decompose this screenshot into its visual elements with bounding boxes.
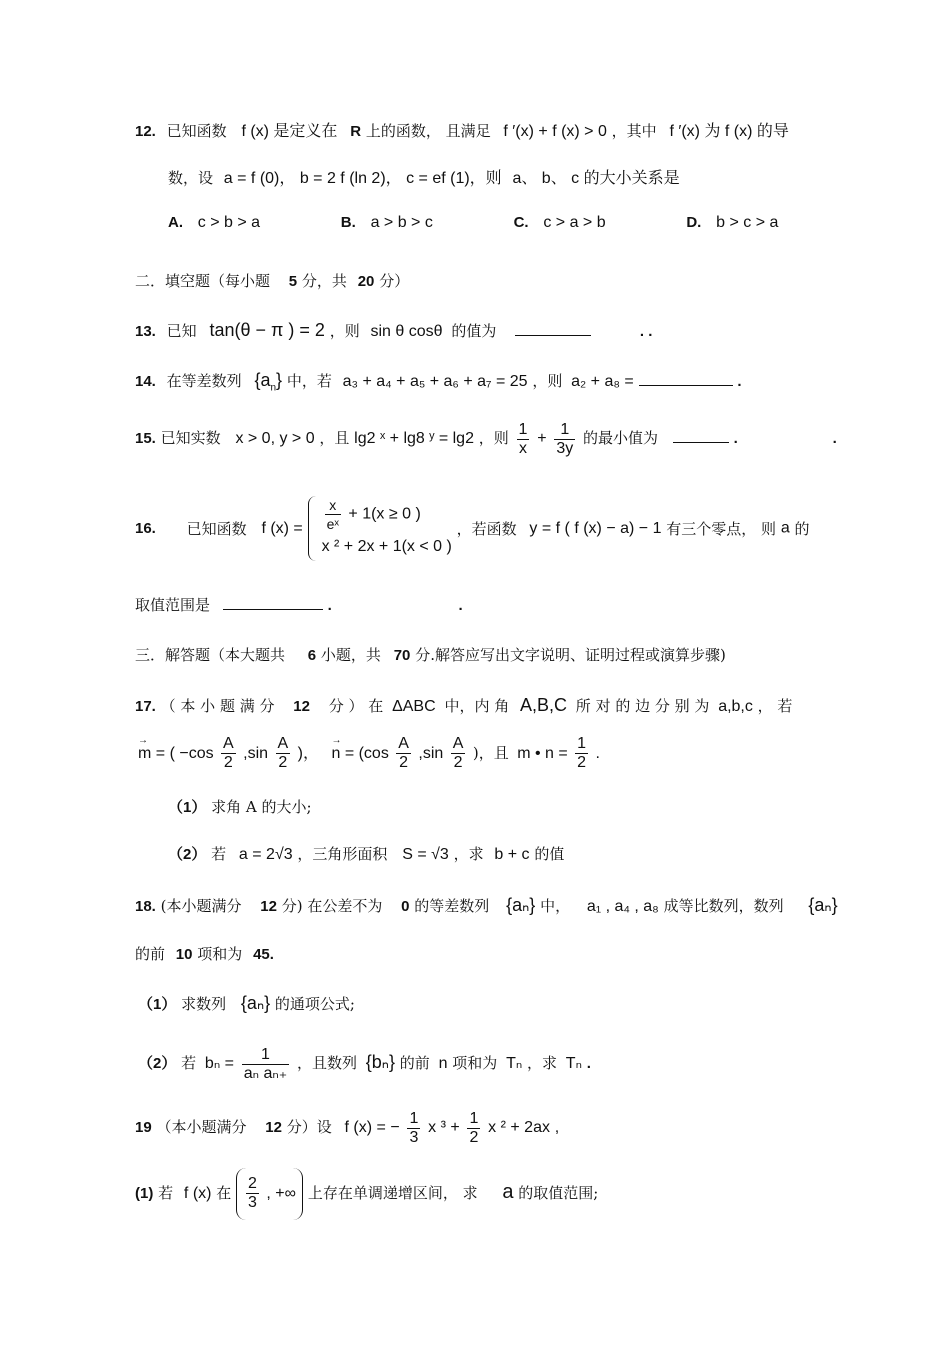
q15-answer-blank[interactable] xyxy=(673,442,729,443)
q13-answer-blank[interactable] xyxy=(515,335,591,336)
q18-part2: （2） 若 bₙ = $\frac{1}{\text{aₙ aₙ₊}}$ ，且数列 {bₙ} 的前 n 项和为 Tₙ ，求 Tₙ . xyxy=(138,1045,591,1082)
q14: 14. 在等差数列 $\{a_n\}$ 中，若 a₃ + a₄ + a₅ + a₆ + a₇ = 25 ，则 a₂ + a₈ = . xyxy=(135,370,742,394)
q15: 15. 已知实数 x > 0, y > 0 ，且 lg2 ˣ + lg8 ʸ = lg2 ，则 $\frac{1}{x}$ + $\frac{1}{3y}$ 的最小值为 . . xyxy=(135,420,837,457)
q12-number: 12. xyxy=(135,123,156,140)
q12-line1: 12. 已知函数 f (x) 是定义在 R 上的函数， 且满足 f ′(x) + f (x) > 0 ，其中 f ′(x) 为 f (x) 的导 xyxy=(135,122,789,140)
q13: 13. 已知 tan(θ − π ) = 2 ，则 sin θ cosθ 的值为 . . xyxy=(135,320,653,340)
q19-part1: (1) 若 f (x) 在 $\frac{2}{3}$ , +∞ 上存在单调递增区间， 求 a 的取值范围; xyxy=(135,1166,598,1220)
q12-option-a: A. c > b > a xyxy=(168,214,261,231)
q16-line2: 取值范围是 . . xyxy=(135,596,463,614)
q12-option-d: D. b > c > a xyxy=(686,214,779,231)
section2-heading: 二．填空题（每小题 5 分，共 20 分） xyxy=(135,272,410,290)
q17-vectors: → m = ( −cos $\frac{A}{2}$ ,sin $\frac{A}{2}$ )， → n = (cos $\frac{A}{2}$ ,sin $\frac{A}{2}$ )，且 m • n = $\frac{1}{2}$ . xyxy=(138,733,600,774)
q15-fraction-2: $\frac{1}{3y}$ xyxy=(556,420,574,457)
q12-options xyxy=(168,213,778,232)
q12-line2: 数，设 a = f (0)， b = 2 f (ln 2)， c = ef (1)，则 a、 b、 c 的大小关系是 xyxy=(168,169,680,187)
q17-part1: （1） 求角 A 的大小; xyxy=(168,798,312,816)
q12-option-c: C. c > a > b xyxy=(513,214,606,231)
q17-part2: （2） 若 a = 2√3 ，三角形面积 S = √3 ，求 b + c 的值 xyxy=(168,845,565,863)
q12-option-b: B. a > b > c xyxy=(340,214,433,231)
q16: 16. 已知函数 f (x) = $\frac{x}{\text{eˣ}}$ + 1(x ≥ 0 ) x ² + 2x + 1(x < 0 ) ，若函数 y = f ( f (x) − a) − 1 有三个零点， 则 a 的 xyxy=(135,496,810,561)
q15-fraction-1: $\frac{1}{x}$ xyxy=(518,420,528,457)
q18-line1: 18. (本小题满分 12 分) 在公差不为 0 的等差数列 {aₙ} 中， a₁ , a₄ , a₈ 成等比数列，数列 {aₙ} xyxy=(135,895,838,915)
q14-answer-blank[interactable] xyxy=(639,385,733,386)
q16-answer-blank[interactable] xyxy=(223,609,323,610)
section3-heading: 三．解答题（本大题共 6 小题，共 70 分.解答应写出文字说明、证明过程或演算步骤) xyxy=(135,646,726,664)
q19-interval: $\frac{2}{3}$ , +∞ xyxy=(236,1168,303,1220)
q18-part1: （1） 求数列 {aₙ} 的通项公式; xyxy=(138,993,355,1013)
q16-piecewise: $\frac{x}{\text{eˣ}}$ + 1(x ≥ 0 ) x ² + 2x + 1(x < 0 ) xyxy=(308,496,452,561)
q17-line1: 17. （ 本 小 题 满 分 12 分 ） 在 ΔABC 中，内 角 A,B,C 所 对 的 边 分 别 为 a,b,c ， 若 xyxy=(135,695,793,715)
q18-line2: 的前 10 项和为 45. xyxy=(135,945,274,963)
q19-line1: 19 （本小题满分 12 分）设 f (x) = − $\frac{1}{3}$ x ³ + $\frac{1}{2}$ x ² + 2ax , xyxy=(135,1109,560,1146)
